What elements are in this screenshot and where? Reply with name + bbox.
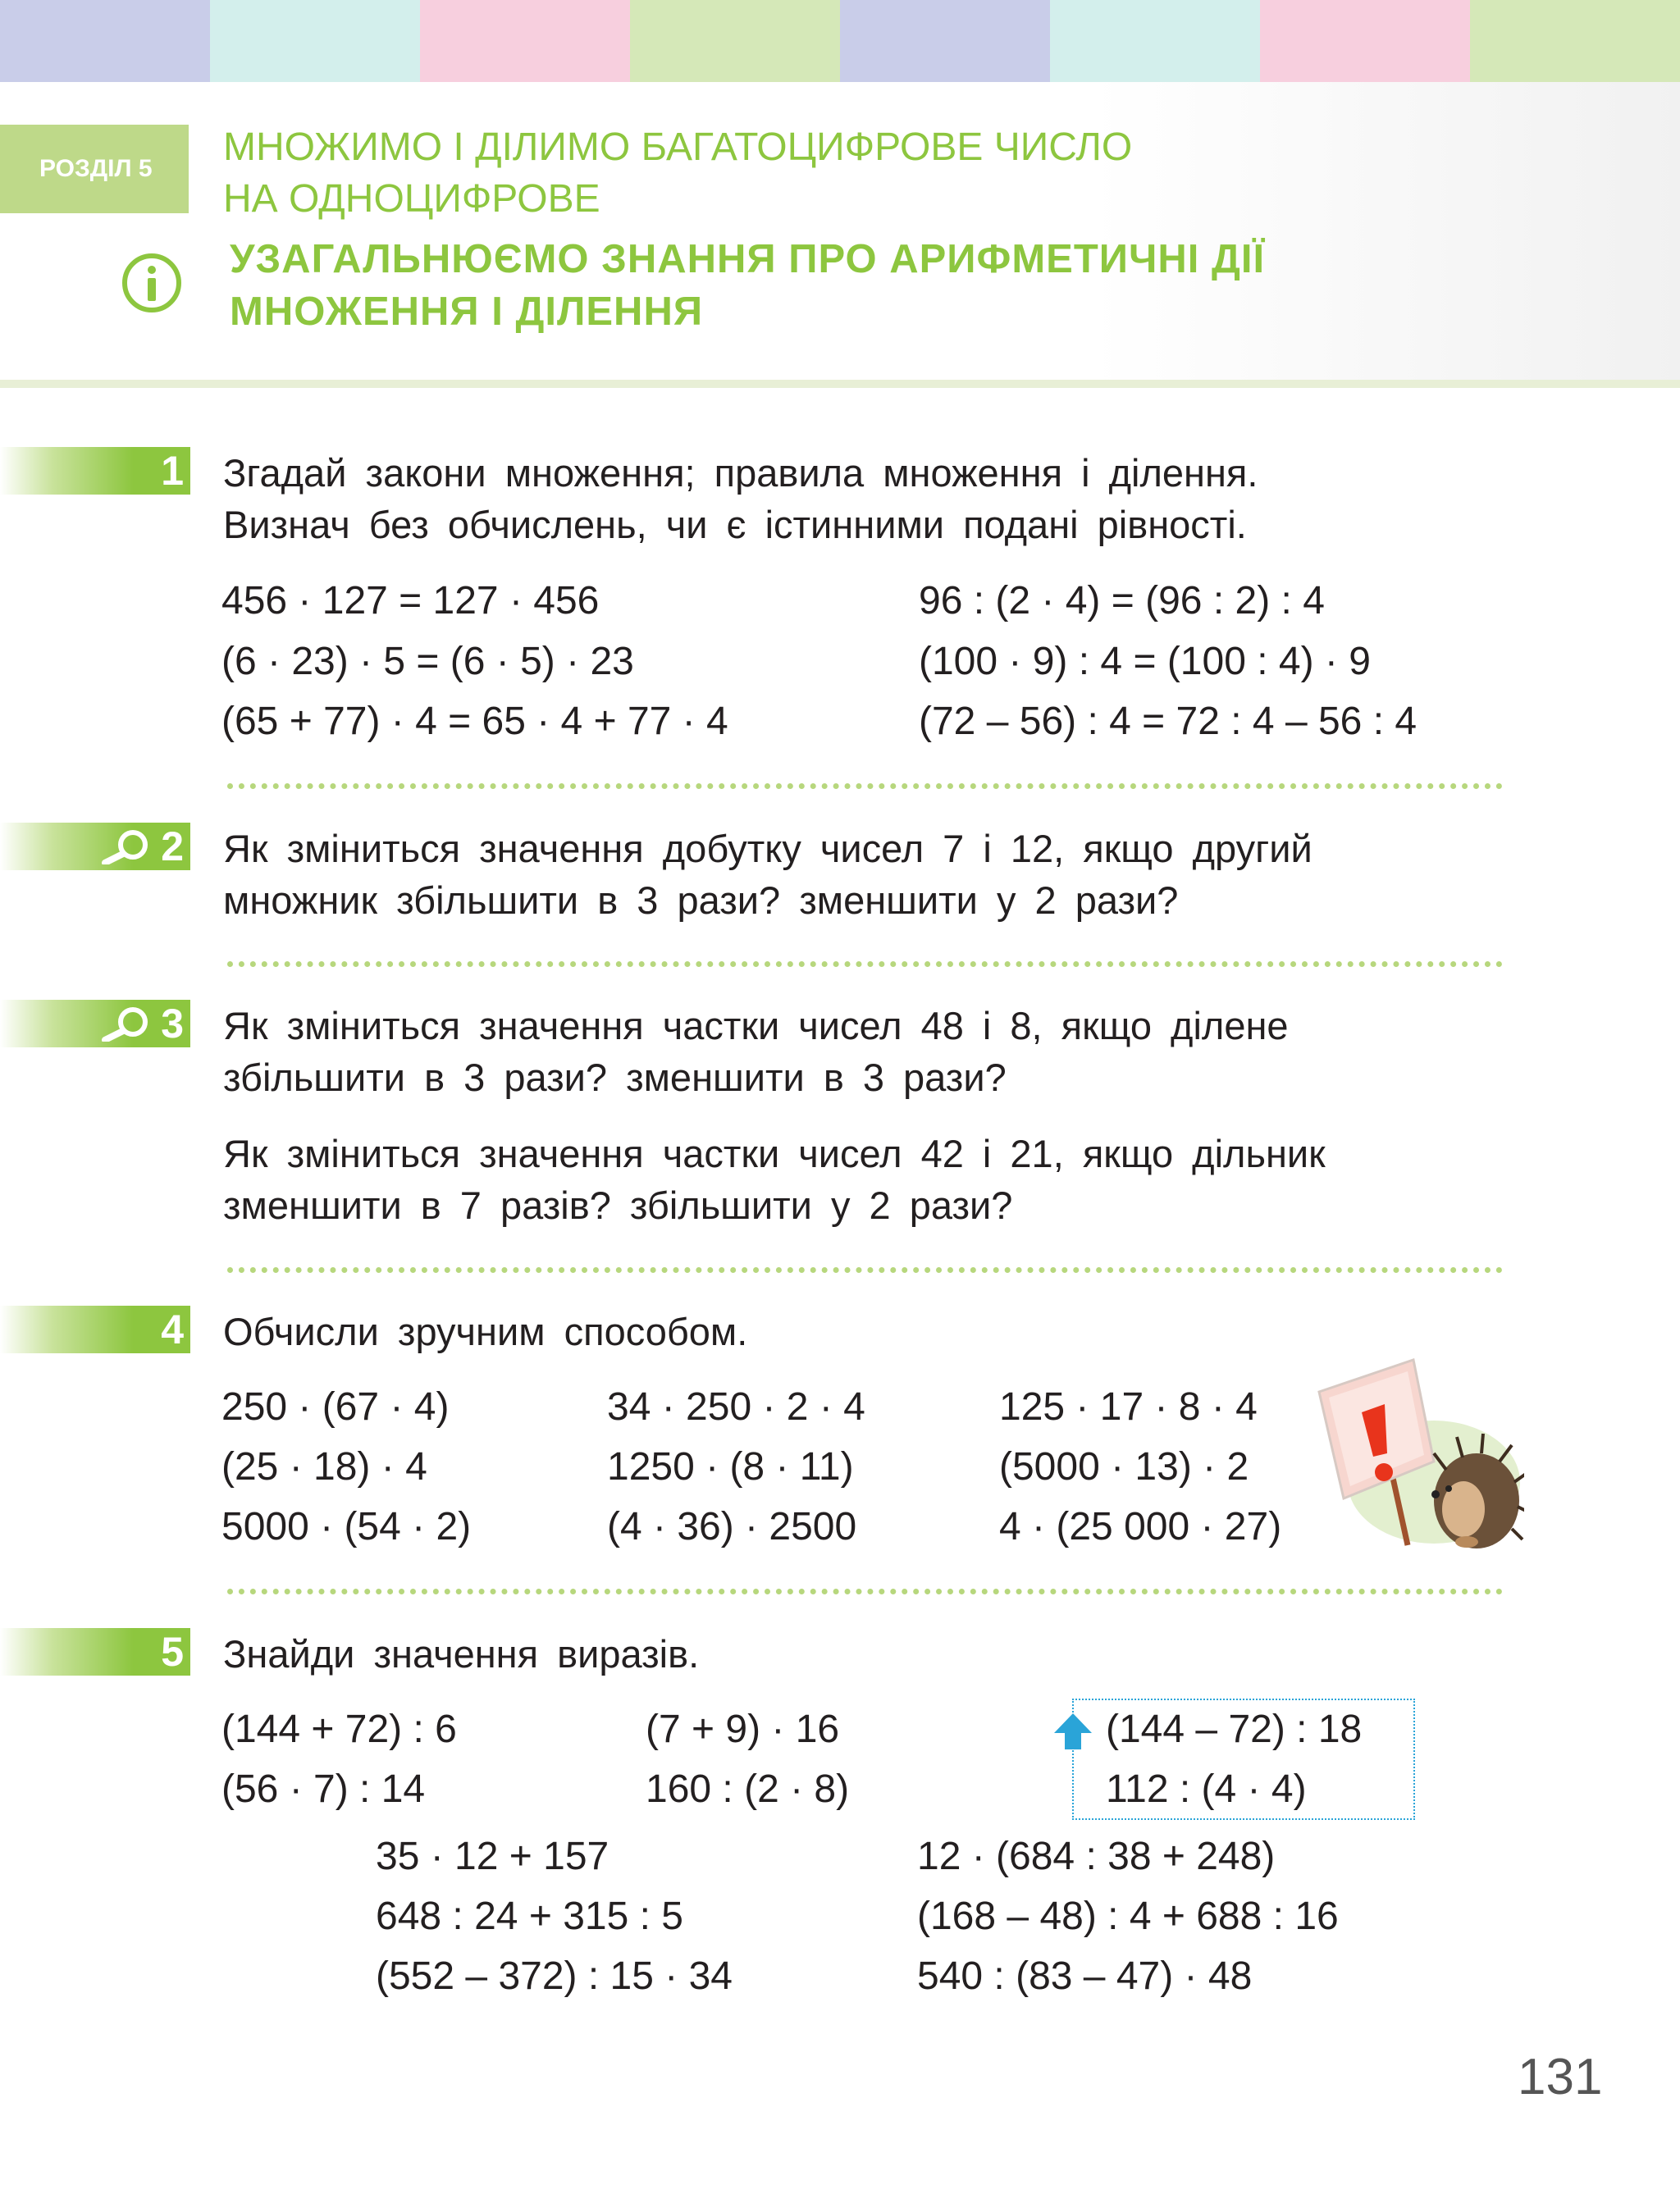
task-5-text	[223, 1628, 1503, 1680]
color-strip	[0, 0, 1680, 82]
text-line: Згадай закони множення; правила множення і ділення.	[223, 451, 1258, 495]
hedgehog-illustration	[1311, 1355, 1524, 1552]
section-tab	[0, 125, 189, 213]
header-rule	[0, 380, 1680, 388]
expression: 5000 · (54 · 2)	[221, 1505, 472, 1548]
page-number: 131	[1518, 2049, 1603, 2105]
dotted-separator	[227, 1589, 1503, 1594]
expression: (56 · 7) : 14	[221, 1767, 426, 1811]
text-line: Як зміниться значення частки чисел 48 і 8, якщо ділене	[223, 1004, 1289, 1047]
expression: (144 – 72) : 18	[1106, 1708, 1363, 1751]
expression: 34 · 250 · 2 · 4	[607, 1385, 865, 1429]
task-number-tab	[0, 1628, 190, 1676]
chapter-title	[223, 121, 1372, 225]
chapter-line: НА ОДНОЦИФРОВЕ	[223, 177, 600, 221]
task-number-tab	[0, 1306, 190, 1353]
expression: 456 · 127 = 127 · 456	[221, 579, 600, 623]
dotted-separator	[227, 1267, 1503, 1273]
expression: 12 · (684 : 38 + 248)	[917, 1835, 1276, 1878]
task-number: 1	[161, 448, 184, 494]
info-icon	[119, 250, 185, 316]
task-1-text	[223, 447, 1503, 550]
text-line: збільшити в 3 рази? зменшити в 3 рази?	[223, 1056, 1007, 1099]
strip-block	[630, 0, 840, 82]
expression: (7 + 9) · 16	[646, 1708, 840, 1751]
task-number-tab	[0, 1000, 190, 1047]
text-line: Як зміниться значення добутку чисел 7 і 12, якщо другий	[223, 827, 1312, 870]
expression: (552 – 372) : 15 · 34	[376, 1954, 733, 1998]
expression: 125 · 17 · 8 · 4	[999, 1385, 1258, 1429]
task-number-tab	[0, 823, 190, 870]
task-4-text	[223, 1306, 1503, 1357]
expression: (4 · 36) · 2500	[607, 1505, 857, 1548]
task-3-text-second	[223, 1128, 1503, 1231]
expression: (65 + 77) · 4 = 65 · 4 + 77 · 4	[221, 700, 728, 743]
expression: (25 · 18) · 4	[221, 1445, 427, 1489]
expression: 112 : (4 · 4)	[1106, 1767, 1307, 1811]
text-line: Як зміниться значення частки чисел 42 і 21, якщо дільник	[223, 1132, 1326, 1175]
expression: (168 – 48) : 4 + 688 : 16	[917, 1895, 1339, 1938]
up-arrow-icon	[1052, 1712, 1093, 1751]
expression: (100 · 9) : 4 = (100 : 4) · 9	[919, 640, 1371, 683]
strip-block	[0, 0, 210, 82]
text-line: Знайди значення виразів.	[223, 1632, 700, 1676]
text-line: зменшити в 7 разів? збільшити у 2 рази?	[223, 1184, 1013, 1227]
text-line: Обчисли зручним способом.	[223, 1310, 748, 1353]
expression: (5000 · 13) · 2	[999, 1445, 1249, 1489]
expression: (72 – 56) : 4 = 72 : 4 – 56 : 4	[919, 700, 1418, 743]
task-number: 3	[161, 1001, 184, 1047]
expression: (6 · 23) · 5 = (6 · 5) · 23	[221, 640, 634, 683]
strip-block	[840, 0, 1050, 82]
text-line: множник збільшити в 3 рази? зменшити у 2 рази?	[223, 878, 1179, 922]
strip-block	[1050, 0, 1260, 82]
magnifier-icon	[100, 1006, 153, 1042]
expression: 540 : (83 – 47) · 48	[917, 1954, 1253, 1998]
expression: (144 + 72) : 6	[221, 1708, 457, 1751]
strip-block	[420, 0, 630, 82]
task-2-text	[223, 823, 1503, 926]
strip-block	[1470, 0, 1680, 82]
expression: 35 · 12 + 157	[376, 1835, 609, 1878]
task-number: 4	[161, 1307, 184, 1352]
expression: 160 : (2 · 8)	[646, 1767, 850, 1811]
expression: 648 : 24 + 315 : 5	[376, 1895, 683, 1938]
magnifier-icon	[100, 828, 153, 864]
task-number-tab	[0, 447, 190, 495]
strip-block	[210, 0, 420, 82]
dotted-separator	[227, 961, 1503, 967]
topic-line: УЗАГАЛЬНЮЄМО ЗНАННЯ ПРО АРИФМЕТИЧНІ ДІЇ	[230, 237, 1266, 281]
task-3-text	[223, 1000, 1503, 1103]
dotted-separator	[227, 783, 1503, 789]
strip-block	[1260, 0, 1470, 82]
chapter-line: МНОЖИМО І ДІЛИМО БАГАТОЦИФРОВЕ ЧИСЛО	[223, 125, 1133, 169]
task-number: 5	[161, 1629, 184, 1675]
task-number: 2	[161, 823, 184, 869]
expression: 1250 · (8 · 11)	[607, 1445, 854, 1489]
expression: 250 · (67 · 4)	[221, 1385, 450, 1429]
section-label: РОЗДІЛ 5	[39, 155, 153, 182]
topic-line: МНОЖЕННЯ І ДІЛЕННЯ	[230, 290, 704, 334]
expression: 96 : (2 · 4) = (96 : 2) : 4	[919, 579, 1325, 623]
expression: 4 · (25 000 · 27)	[999, 1505, 1282, 1548]
text-line: Визнач без обчислень, чи є істинними подані рівності.	[223, 503, 1247, 546]
topic-title	[230, 233, 1460, 338]
